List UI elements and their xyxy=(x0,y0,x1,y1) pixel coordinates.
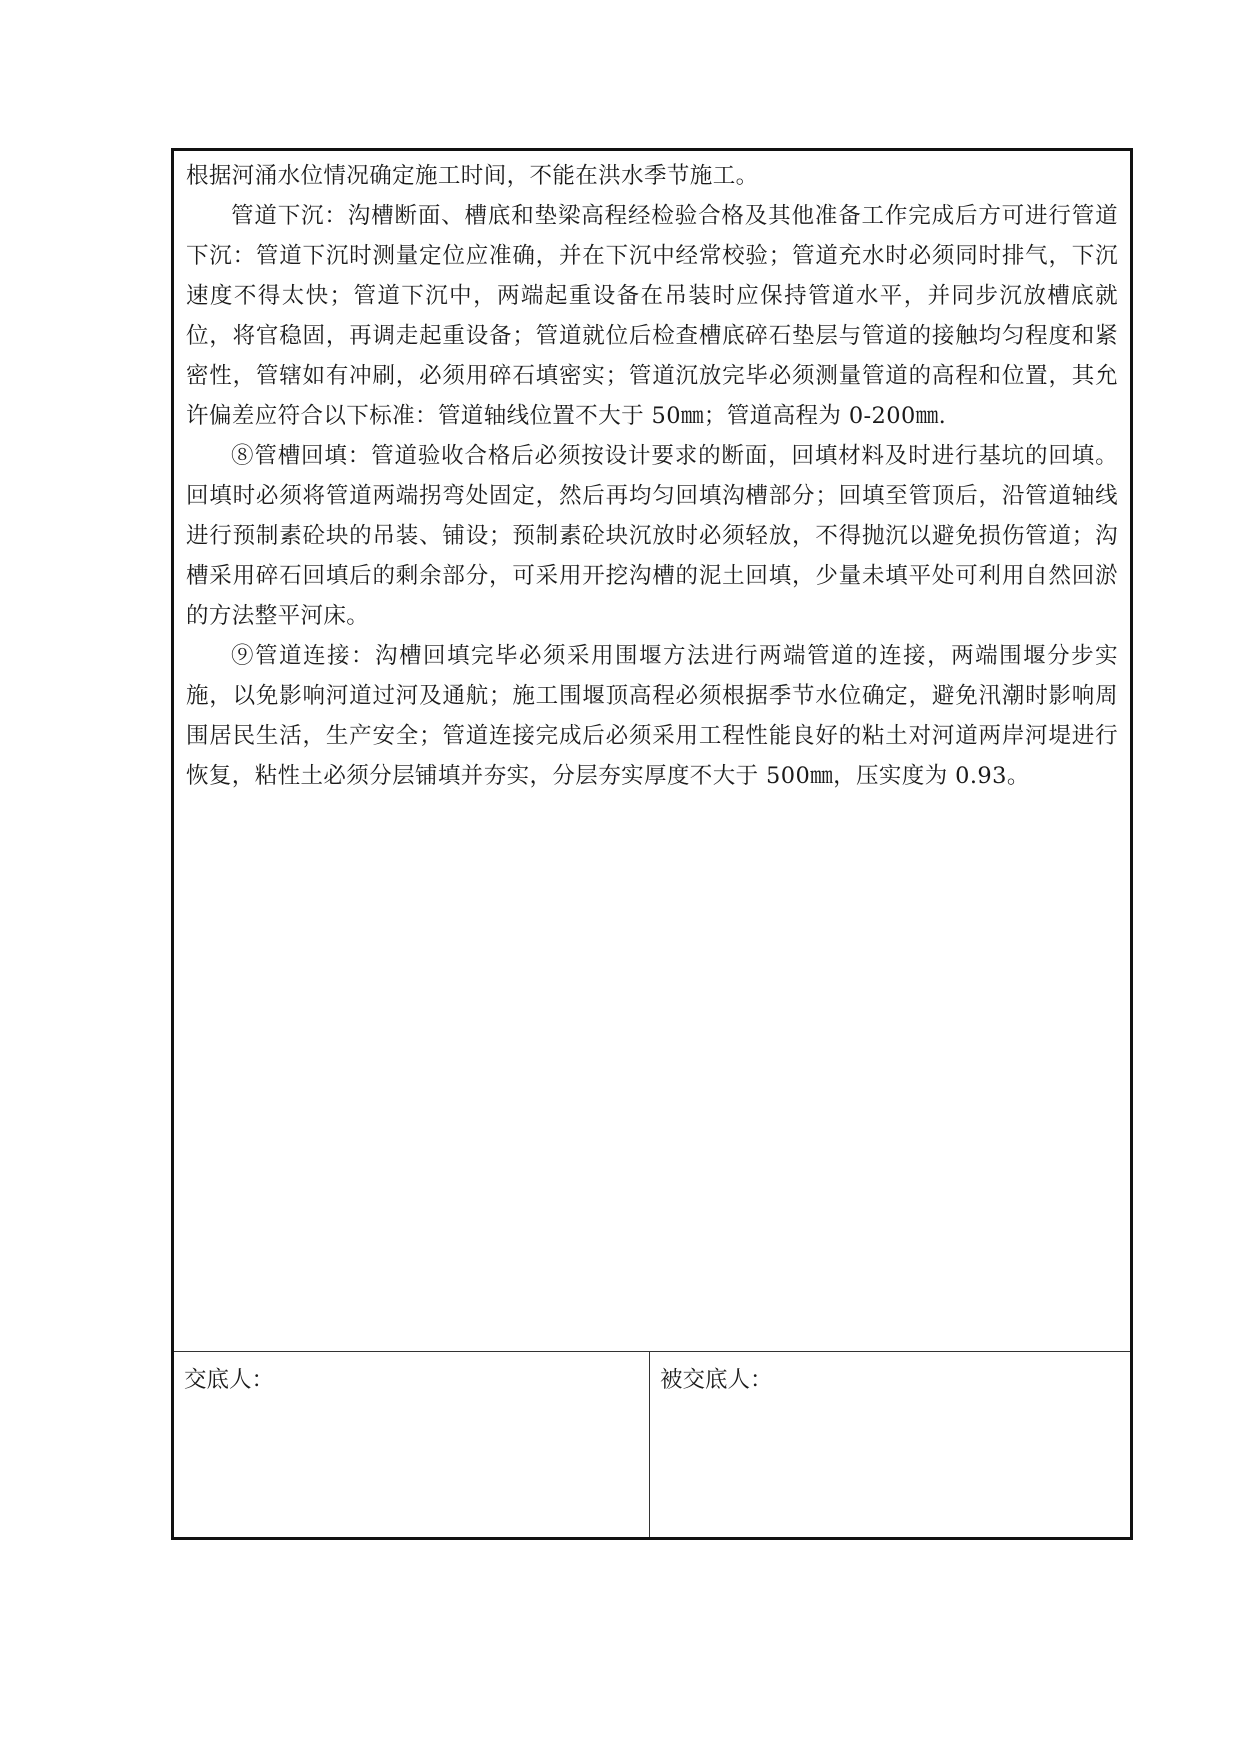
paragraph-trench-backfill: ⑧管槽回填：管道验收合格后必须按设计要求的断面，回填材料及时进行基坑的回填。回填时必须将管道两端拐弯处固定，然后再均匀回填沟槽部分；回填至管顶后，沿管道轴线进行预制素砼块的吊装、铺设；预制素砼块沉放时必须轻放，不得抛沉以避免损伤管道；沟槽采用碎石回填后的剩余部分，可采用开挖沟槽的泥土回填，少量未填平处可利用自然回淤的方法整平河床。 xyxy=(186,443,1118,629)
paragraph-intro: 根据河涌水位情况确定施工时间，不能在洪水季节施工。 xyxy=(186,163,759,189)
content-cell xyxy=(174,151,1130,1352)
paragraph-pipe-sinking: 管道下沉：沟槽断面、槽底和垫梁高程经检验合格及其他准备工作完成后方可进行管道下沉：管道下沉时测量定位应准确，并在下沉中经常校验；管道充水时必须同时排气，下沉速度不得太快；管道下沉中，两端起重设备在吊装时应保持管道水平，并同步沉放槽底就位，将官稳固，再调走起重设备；管道就位后检查槽底碎石垫层与管道的接触均匀程度和紧密性，管辖如有冲刷，必须用碎石填密实；管道沉放完毕必须测量管道的高程和位置，其允许偏差应符合以下标准：管道轴线位置不大于 50㎜；管道高程为 0-200㎜. xyxy=(186,203,1118,429)
disclosure-form-table xyxy=(171,148,1133,1540)
recipient-label: 被交底人： xyxy=(660,1367,773,1393)
signature-row xyxy=(174,1352,1130,1537)
discloser-cell xyxy=(174,1352,650,1537)
discloser-label: 交底人： xyxy=(184,1367,275,1393)
paragraph-pipe-connection: ⑨管道连接：沟槽回填完毕必须采用围堰方法进行两端管道的连接，两端围堰分步实施，以免影响河道过河及通航；施工围堰顶高程必须根据季节水位确定，避免汛潮时影响周围居民生活，生产安全；管道连接完成后必须采用工程性能良好的粘土对河道两岸河堤进行恢复，粘性土必须分层铺填并夯实，分层夯实厚度不大于 500㎜，压实度为 0.93。 xyxy=(186,643,1118,789)
recipient-cell xyxy=(650,1352,1130,1537)
